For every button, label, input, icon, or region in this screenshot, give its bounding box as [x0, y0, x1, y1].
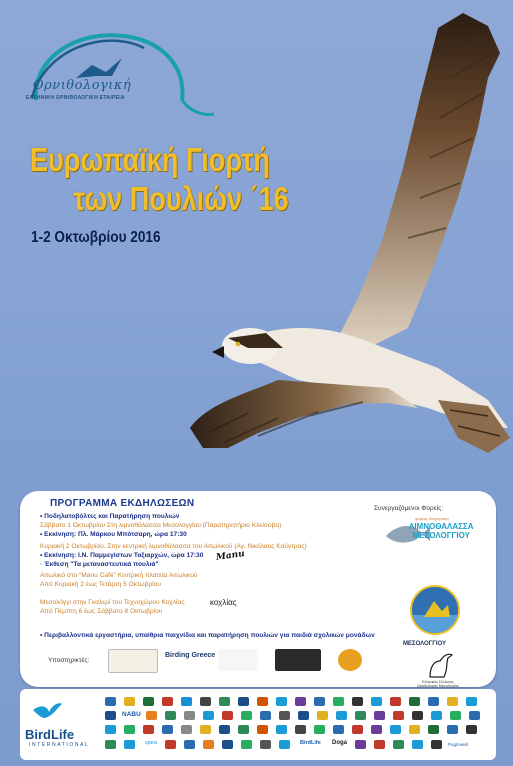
- program-line: Σάββατο 1 Οκτωβρίου Στη λιμνοθάλασσα Μεσολογγίου (Παρατηρητήριο Κλείσοβα): [40, 522, 282, 529]
- program-line: • Εκκίνηση: Πλ. Μάρκου Μπότσαρη, ώρα 17:30: [40, 531, 187, 538]
- partner-logo: [447, 697, 458, 706]
- partner-lagoon-small: φορέας διαχείρισης: [415, 516, 450, 521]
- partner-logo: [412, 740, 423, 749]
- partner-logo: [355, 711, 366, 720]
- partner-logo: [257, 697, 268, 706]
- doga-logo: Doga: [332, 740, 347, 746]
- program-panel: [20, 491, 496, 687]
- partner-logo: [162, 725, 173, 734]
- partner-logo: [431, 740, 442, 749]
- birdlife-partner-logo: BirdLife: [300, 740, 321, 746]
- partner-logo: [143, 725, 154, 734]
- partner-logo: [276, 697, 287, 706]
- partner-logo: [333, 725, 344, 734]
- partner-logo: [390, 725, 401, 734]
- partner-lagoon-name: ΛΙΜΝΟΘΑΛΑΣΣΑ ΜΕΣΟΛΟΓΓΙΟΥ: [409, 522, 474, 540]
- partner-logo: [200, 697, 211, 706]
- partner-logo: [295, 697, 306, 706]
- title-line-2: των Πουλιών ΄16: [73, 180, 289, 217]
- partner-logo: [241, 711, 252, 720]
- program-line: • Ποδηλατοβόλτες και Παρατήρηση πουλιών: [40, 513, 180, 520]
- partner-logo: [222, 711, 233, 720]
- program-line: • Περιβαλλοντικά εργαστήρια, υπαίθρια παιχνίδια και παρατήρηση πουλιών για παιδιά σχολικών μονάδων: [40, 632, 375, 639]
- partner-logo: [314, 725, 325, 734]
- partner-logo: [317, 711, 328, 720]
- program-line: • Εκκίνηση: Ι.Ν. Παμμεγίστων Ταξιαρχών, ώρα 17:30: [40, 552, 204, 559]
- ornithologiki-logo: [14, 20, 214, 120]
- supporter-logo-3: [218, 649, 258, 671]
- partner-logo: [371, 725, 382, 734]
- partner-logo: [260, 740, 271, 749]
- program-line: Από Πέμπτη 6 έως Σάββατο 8 Οκτωβρίου: [40, 608, 163, 615]
- partner-logo: [165, 711, 176, 720]
- partner-logo: [162, 697, 173, 706]
- nabu-logo: NABU: [122, 711, 141, 718]
- kochlias-logo: κοχλίας: [210, 598, 237, 607]
- partner-logo: [222, 740, 233, 749]
- partner-logo: [333, 697, 344, 706]
- supporters-label: Υποστηρικτές:: [48, 657, 90, 664]
- partner-logo: [124, 740, 135, 749]
- birdlife-name: BirdLife: [25, 727, 75, 742]
- partner-logo: [374, 740, 385, 749]
- pugtoveld-logo: Pugtoveld: [448, 742, 469, 747]
- partner-logo: [184, 711, 195, 720]
- partner-logo: [105, 725, 116, 734]
- partner-logo: [105, 711, 116, 720]
- program-heading: ΠΡΟΓΡΑΜΜΑ ΕΚΔΗΛΩΣΕΩΝ: [50, 498, 195, 509]
- program-line: Από Κυριακή 2 έως Τετάρτη 5 Οκτωβρίου: [40, 581, 161, 588]
- partner-logo: [374, 711, 385, 720]
- birding-greece-logo: Birding Greece: [165, 649, 215, 671]
- program-line: Μεσολόγγι στην Γκαλερί του Τεχνοχώρου Κοχλίας: [40, 599, 185, 606]
- partner-logo: [393, 740, 404, 749]
- title-line-1: Ευρωπαϊκή Γιορτή: [30, 141, 270, 178]
- partner-logo: [409, 697, 420, 706]
- partner-logo: [181, 725, 192, 734]
- birdlife-bird-icon: [31, 698, 63, 728]
- logo-subtitle: ΕΛΛΗΝΙΚΗ ΟΡΝΙΘΟΛΟΓΙΚΗ ΕΤΑΙΡΕΙΑ: [26, 95, 125, 101]
- partner-logo: [314, 697, 325, 706]
- partner-logo: [279, 740, 290, 749]
- partner-logo: [393, 711, 404, 720]
- partner-logo: [200, 725, 211, 734]
- vento-logo: [275, 649, 321, 671]
- partner-logo: [165, 740, 176, 749]
- partner-logo: [352, 725, 363, 734]
- partner-logo: [447, 725, 458, 734]
- partner-logo: [146, 711, 157, 720]
- partner-logo: [336, 711, 347, 720]
- partner-logo: [469, 711, 480, 720]
- partner-logo: [279, 711, 290, 720]
- partner-logo: [184, 740, 195, 749]
- partner-emblem-label: ΜΕΣΟΛΟΓΓΙΟΥ: [403, 641, 446, 647]
- partner-logo: [238, 725, 249, 734]
- partner-logo: [124, 725, 135, 734]
- program-line: Αιτωλικό στο "Manu Café" Κεντρική πλατεία Αιτωλικού: [40, 572, 198, 579]
- event-dates: 1-2 Οκτωβρίου 2016: [31, 229, 161, 246]
- partner-logo: [143, 697, 154, 706]
- logo-name: Ορνιθολογική: [33, 78, 132, 93]
- spea-logo: spea: [145, 740, 157, 746]
- partner-logo: [105, 740, 116, 749]
- supporter-logo-1: [108, 649, 158, 673]
- pelican-icon: [422, 649, 456, 681]
- partner-logo: [260, 711, 271, 720]
- partner-logo: [105, 697, 116, 706]
- partner-logo: [371, 697, 382, 706]
- birdlife-international: INTERNATIONAL: [29, 742, 90, 748]
- partner-logo: [257, 725, 268, 734]
- partner-logo: [241, 740, 252, 749]
- partner-logo: [276, 725, 287, 734]
- partner-logo: [295, 725, 306, 734]
- partner-logo: [203, 711, 214, 720]
- partner-logo: [203, 740, 214, 749]
- partner-logo: [409, 725, 420, 734]
- supporter-logo-5: [338, 649, 362, 671]
- partner-logo: [390, 697, 401, 706]
- partner-logo: [219, 697, 230, 706]
- partners-band: [20, 689, 496, 760]
- partner-logo: [466, 725, 477, 734]
- partner-logo: [450, 711, 461, 720]
- program-line: · Έκθεση "Τα μεταναστευτικά πουλιά": [40, 561, 159, 568]
- program-line: Κυριακή 2 Οκτωβρίου. Στην κεντρική λιμνοθάλασσα του Αιτωλικού (Αγ. Νικόλαος Κούντρας): [40, 543, 307, 550]
- manu-cafe-logo: Manu: [215, 549, 246, 563]
- partner-logo: [428, 725, 439, 734]
- partner-logo: [431, 711, 442, 720]
- partner-logo: [298, 711, 309, 720]
- partner-society-text: Ελληνικός Σύλλογος Ορνιθολογίας Μεσολογγίου: [416, 680, 460, 688]
- partner-logo: [355, 740, 366, 749]
- partner-logo: [466, 697, 477, 706]
- partner-logo: [352, 697, 363, 706]
- partner-logo: [428, 697, 439, 706]
- partner-logo: [238, 697, 249, 706]
- partner-logo: [124, 697, 135, 706]
- partner-emblem-icon: [410, 585, 460, 635]
- partner-logo: [412, 711, 423, 720]
- partner-logo: [219, 725, 230, 734]
- osprey-in-flight-icon: [188, 8, 513, 508]
- partners-label: Συνεργαζόμενοι Φορείς:: [374, 505, 444, 512]
- partner-logo: [181, 697, 192, 706]
